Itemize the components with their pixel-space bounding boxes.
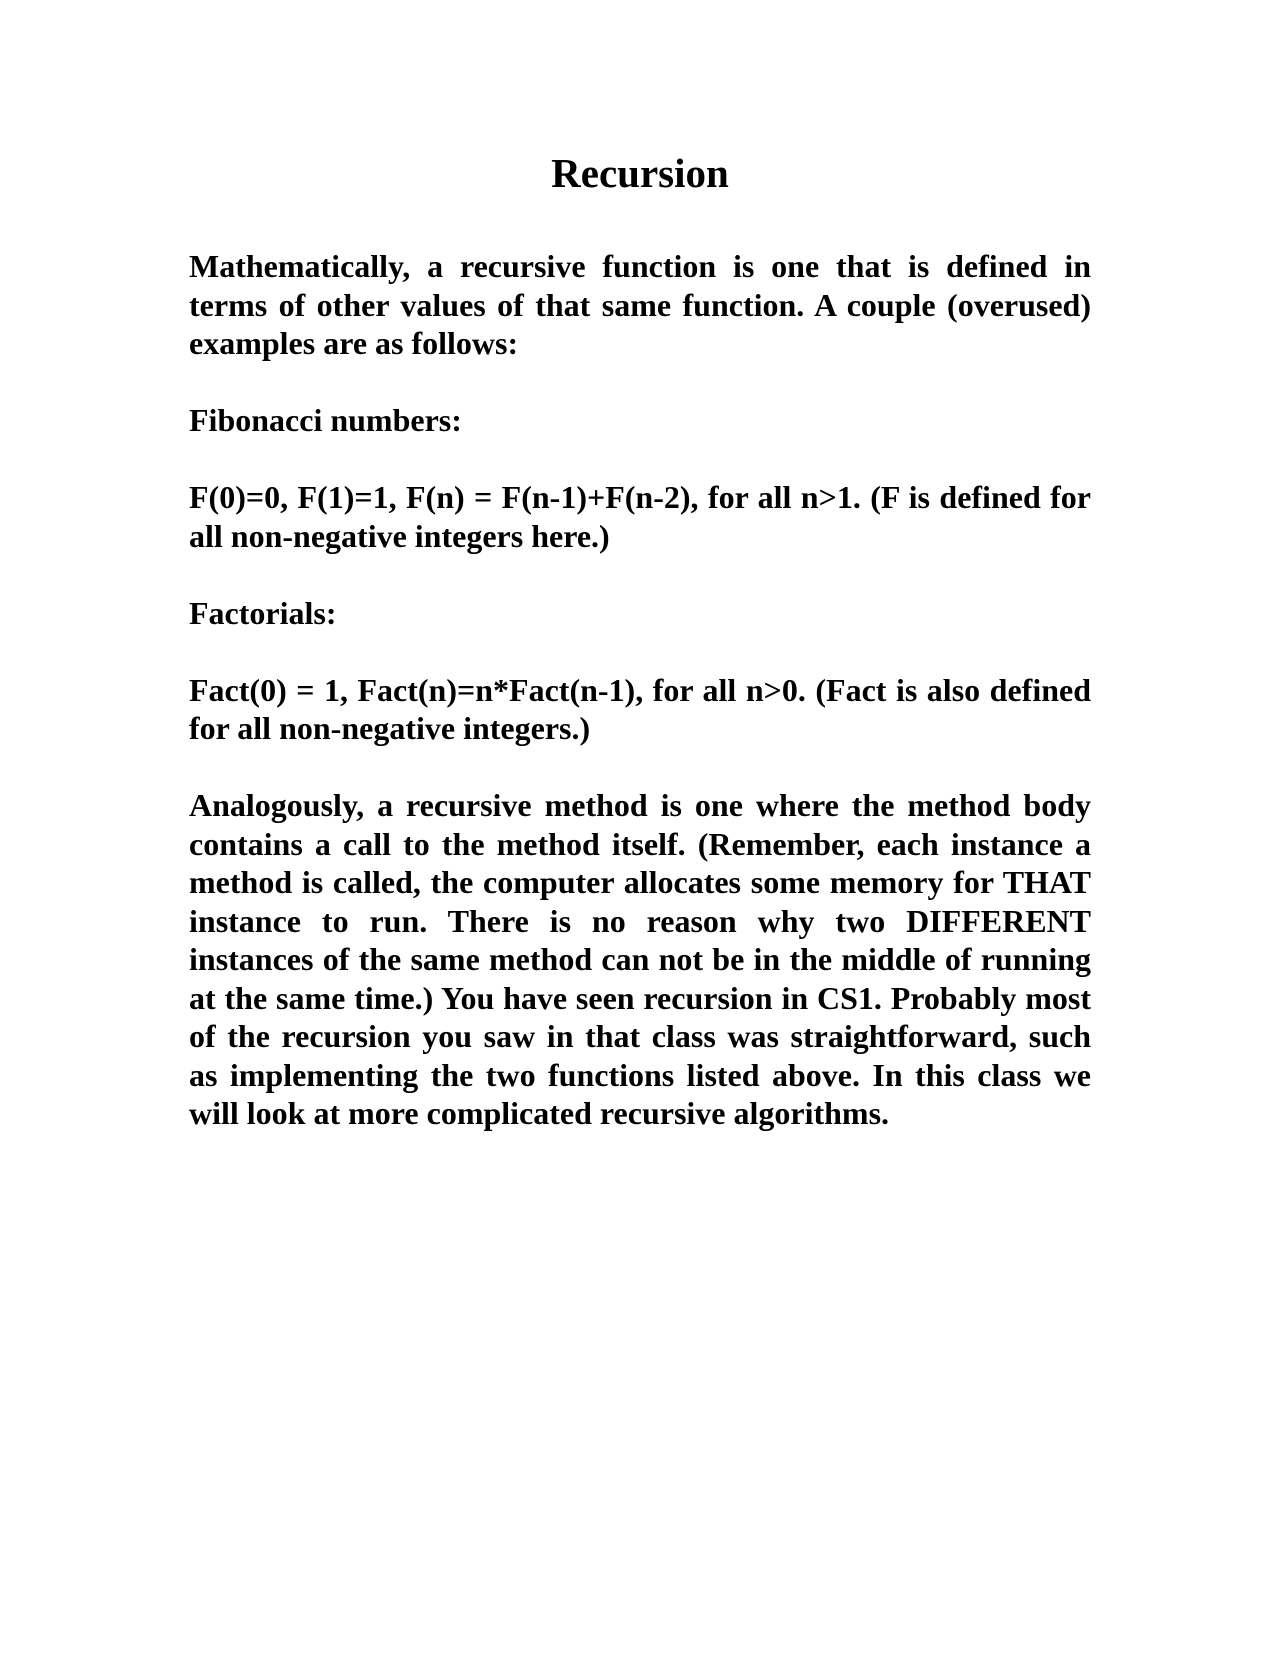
page-title: Recursion xyxy=(551,150,729,196)
fibonacci-definition: F(0)=0, F(1)=1, F(n) = F(n-1)+F(n-2), for all n>1. (F is defined for all non-negative integers here.) xyxy=(189,479,1091,554)
document-body xyxy=(189,247,1091,1171)
recursive-method-paragraph: Analogously, a recursive method is one where the method body contains a call to the method itself. (Remember, each instance a method is called, the computer allocates some memory for THAT instance to run. There is no reason why two DIFFERENT instances of the same method can not be in the middle of running at the same time.) You have seen recursion in CS1. Probably most of the recursion you saw in that class was straightforward, such as implementing the two functions listed above. In this class we will look at more complicated recursive algorithms. xyxy=(189,787,1091,1131)
factorial-definition: Fact(0) = 1, Fact(n)=n*Fact(n-1), for all n>0. (Fact is also defined for all non-negative integers.) xyxy=(189,671,1091,746)
intro-paragraph: Mathematically, a recursive function is one that is defined in terms of other values of that same function. A couple (overused) examples are as follows: xyxy=(189,248,1091,361)
factorials-heading: Factorials: xyxy=(189,594,337,631)
fibonacci-heading: Fibonacci numbers: xyxy=(189,402,462,438)
